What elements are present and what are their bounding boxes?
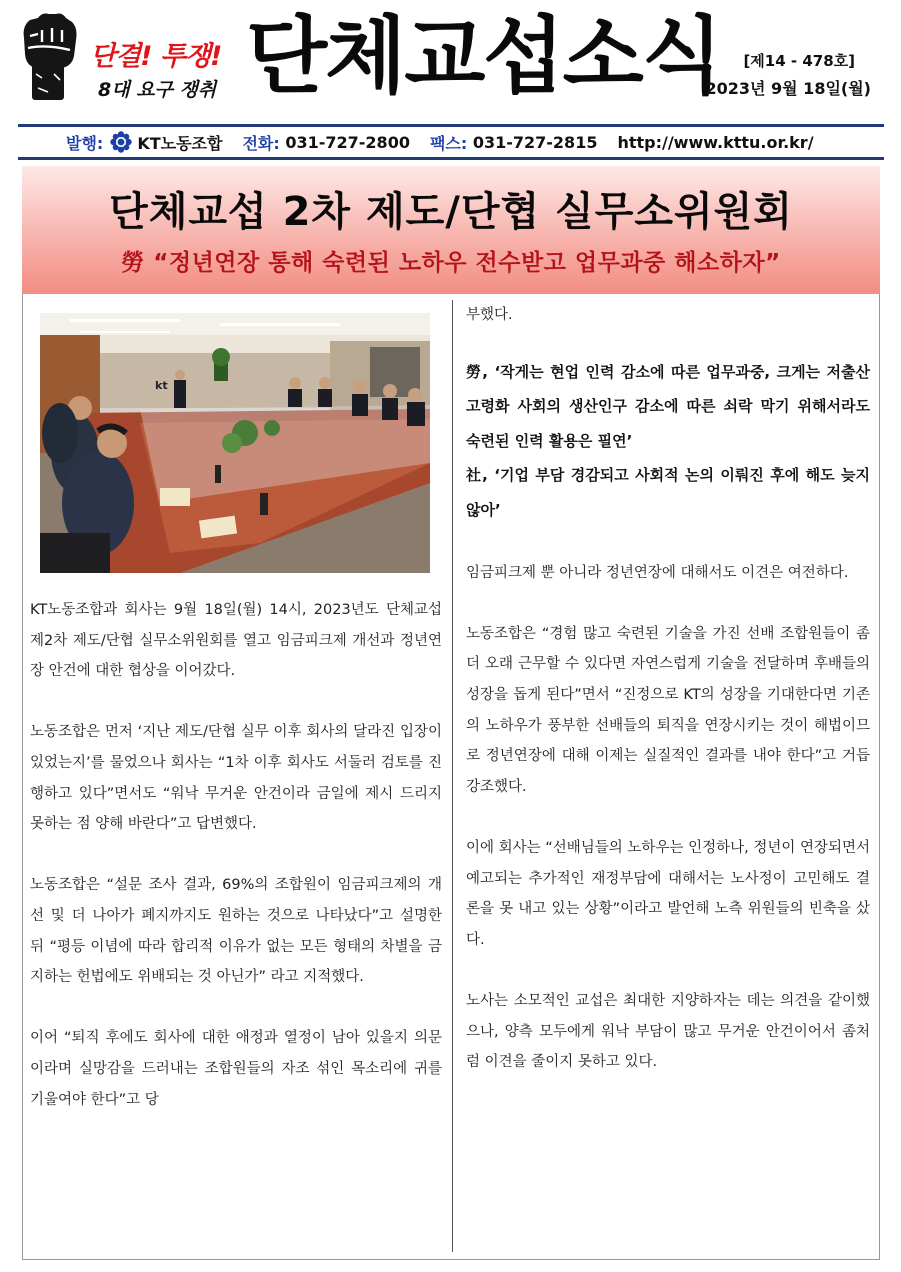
slogan xyxy=(90,34,240,102)
phone-value: 031-727-2800 xyxy=(285,132,410,152)
raised-fist-icon xyxy=(18,8,80,104)
headline-subtitle: 勞 “정년연장 통해 숙련된 노하우 전수받고 업무과중 해소하자” xyxy=(121,250,781,276)
website-link[interactable]: http://www.kttu.or.kr/ xyxy=(617,132,814,152)
article-left-column xyxy=(30,595,442,1115)
article-paragraph: KT노동조합과 회사는 9월 18일(월) 14시, 2023년도 단체교섭 제2차 제도/단협 실무소위원회를 열고 임금피크제 개선과 정년연장 안건에 대한 협상을 이어갔다. xyxy=(30,602,442,680)
article-right-column xyxy=(466,300,870,1078)
article-paragraph: 노동조합은 “설문 조사 결과, 69%의 조합원이 임금피크제의 개선 및 더 나아가 폐지까지도 원하는 것으로 나타났다”고 설명한 뒤 “평등 이념에 따라 합리적 이유가 없는 모든 형태의 차별을 금지하는 헌법에도 위배되는 것 아닌가” 라고 지적했다. xyxy=(30,877,442,986)
article-paragraph: 노동조합은 먼저 ‘지난 제도/단협 실무 이후 회사의 달라진 입장이 있었는지’를 물었으나 회사는 “1차 이후 회사도 서둘러 검토를 진행하고 있다”면서도 “워낙 무거운 안건이라 금일에 제시 드리지 못하는 점 양해 바란다”고 답변했다. xyxy=(30,724,442,833)
fax-label: 팩스: xyxy=(429,133,468,153)
article-continuation: 부했다. xyxy=(466,307,513,323)
phone-label: 전화: xyxy=(242,133,280,153)
newsletter-title: 단체교섭소식 xyxy=(246,7,721,105)
slogan-main: 단결! 투쟁! xyxy=(90,41,222,72)
issue-number: [제14 - 478호] xyxy=(743,52,855,70)
column-divider xyxy=(452,300,453,1252)
labor-quote: 勞, ‘작게는 현업 인력 감소에 따른 업무과중, 크게는 저출산 고령화 사회의 생산인구 감소에 따른 쇠락 막기 위해서라도 숙련된 인력 활용은 필연’ xyxy=(466,362,870,450)
publisher-bar xyxy=(18,124,884,160)
issuer-label: 발행: xyxy=(66,133,104,153)
article-paragraph: 이에 회사는 “선배님들의 노하우는 인정하나, 정년이 연장되면서 예고되는 추가적인 재정부담에 대해서는 노사정이 고민해도 결론을 못 내고 있는 상황”이라고 발언해 노측 위원들의 빈축을 샀다. xyxy=(466,840,870,948)
kttu-flower-logo-icon xyxy=(109,130,133,154)
issuer-value: KT노동조합 xyxy=(137,133,223,153)
fax-value: 031-727-2815 xyxy=(472,132,598,152)
issue-date: 2023년 9월 18일(월) xyxy=(705,79,871,98)
slogan-sub: 8대 요구 쟁취 xyxy=(98,79,217,101)
article-paragraph: 노사는 소모적인 교섭은 최대한 지양하자는 데는 의견을 같이했으나, 양측 모두에게 워낙 부담이 많고 무거운 안건이어서 좀처럼 이견을 줄이지 못하고 있다. xyxy=(466,993,870,1071)
article-paragraph: 이어 “퇴직 후에도 회사에 대한 애정과 열정이 남아 있을지 의문이라며 실망감을 드러내는 조합원들의 자조 섞인 목소리에 귀를 기울여야 한다”고 당 xyxy=(30,1030,442,1108)
article-paragraph: 임금피크제 뿐 아니라 정년연장에 대해서도 이견은 여전하다. xyxy=(466,564,849,581)
headline-title: 단체교섭 2차 제도/단협 실무소위원회 xyxy=(109,189,793,235)
article-paragraph: 노동조합은 “경험 많고 숙련된 기술을 가진 선배 조합원들이 좀 더 오래 근무할 수 있다면 자연스럽게 기술을 전달하며 후배들의 성장을 돕게 된다”면서 “진정으로 KT의 성장을 기대한다면 기존의 노하우가 풍부한 선배들의 퇴직을 연장시키는 것이 해법이므로 정년연장에 대해 이제는 실질적인 결과를 내야 한다”고 거듭 강조했다. xyxy=(466,625,870,795)
masthead xyxy=(0,0,901,125)
headline-banner xyxy=(22,166,880,294)
meeting-photo xyxy=(40,313,430,573)
company-quote: 社, ‘기업 부담 경감되고 사회적 논의 이뤄진 후에 해도 늦지 않아’ xyxy=(466,466,870,519)
svg-text:kt: kt xyxy=(155,379,168,392)
